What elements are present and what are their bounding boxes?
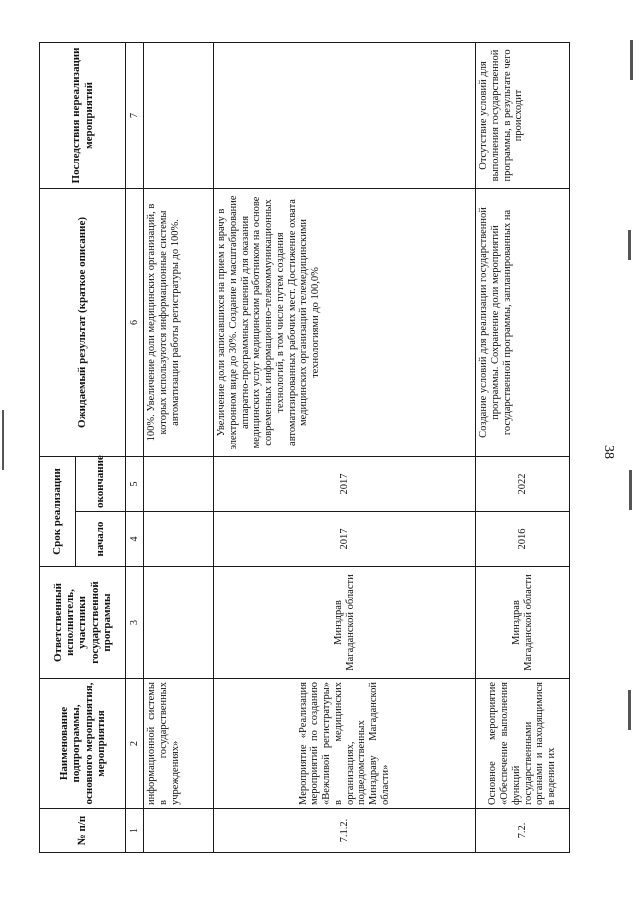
column-number: 2 [126, 679, 144, 809]
scan-edge-mark [628, 690, 631, 730]
activity-end: 2022 [476, 456, 570, 511]
activity-executor [144, 567, 214, 679]
header-name: Наименование подпрограммы, основного мероприятия, мероприятия [40, 679, 126, 809]
activity-name: Мероприятие «Реализация мероприятий по созданию «Вежливой регистратуры» в медицинских организациях, подведомственных Минздраву Магаданской области» [214, 679, 476, 809]
header-consequences: Последствия нереализации мероприятий [40, 42, 126, 188]
activity-end: 2017 [214, 456, 476, 511]
activity-result: Создание условий для реализации государственной программы. Сохранение доли мероприятий государственной программы, запланированных на [476, 188, 570, 456]
activity-name: Основное мероприятие «Обеспечение выполнения функций государственными органами и находящимися в ведении их [476, 679, 570, 809]
header-executor: Ответственный исполнитель, участники государственной программы [40, 567, 126, 679]
page-number: 38 [601, 445, 616, 459]
activity-start: 2017 [214, 512, 476, 567]
activity-executor: Минздрав Магаданской области [214, 567, 476, 679]
column-number: 5 [126, 456, 144, 511]
header-end: окончание [76, 456, 126, 511]
activity-consequences [144, 42, 214, 188]
column-number: 3 [126, 567, 144, 679]
header-result: Ожидаемый результат (краткое описание) [40, 188, 126, 456]
column-number: 6 [126, 188, 144, 456]
scan-edge-mark [2, 410, 4, 470]
column-number: 4 [126, 512, 144, 567]
column-number: 7 [126, 42, 144, 188]
scan-edge-mark [629, 470, 632, 510]
table-row [476, 42, 570, 852]
activity-start [144, 512, 214, 567]
activity-name: информационной системы в государственных учреждениях» [144, 679, 214, 809]
row-number [144, 809, 214, 853]
table-row [214, 42, 476, 852]
activity-result: 100%. Увеличение доли медицинских организаций, в которых используются информационные системы автоматизации работы регистратуры до 100%. [144, 188, 214, 456]
row-number: 7.1.2. [214, 809, 476, 853]
program-activities-table [39, 42, 570, 853]
scan-edge-mark [628, 230, 631, 260]
activity-consequences: Отсутствие условий для выполнения государственной программы, в результате чего происходит [476, 42, 570, 188]
header-number: № п/п [40, 809, 126, 853]
activity-result: Увеличение доли записавшихся на прием к врачу в электронном виде до 30%. Создание и масштабирование аппаратно-программных решений для оказания медицинских услуг медицинским работником на основе современных информационно-телекоммуникационных технологий, в том числе путем создания автоматизированных рабочих мест. Достижение охвата медицинских организаций телемедицинскими технологиями до 100,0% [214, 188, 476, 456]
header-row [40, 42, 76, 852]
header-start: начало [76, 512, 126, 567]
table-row [144, 42, 214, 852]
row-number: 7.2. [476, 809, 570, 853]
activity-executor: Минздрав Магаданской области [476, 567, 570, 679]
activity-start: 2016 [476, 512, 570, 567]
rotated-table-container [39, 43, 569, 853]
header-term: Срок реализации [40, 456, 76, 566]
column-number: 1 [126, 809, 144, 853]
column-numbers-row [126, 42, 144, 852]
activity-consequences [214, 42, 476, 188]
scan-edge-mark [630, 40, 633, 80]
activity-end [144, 456, 214, 511]
